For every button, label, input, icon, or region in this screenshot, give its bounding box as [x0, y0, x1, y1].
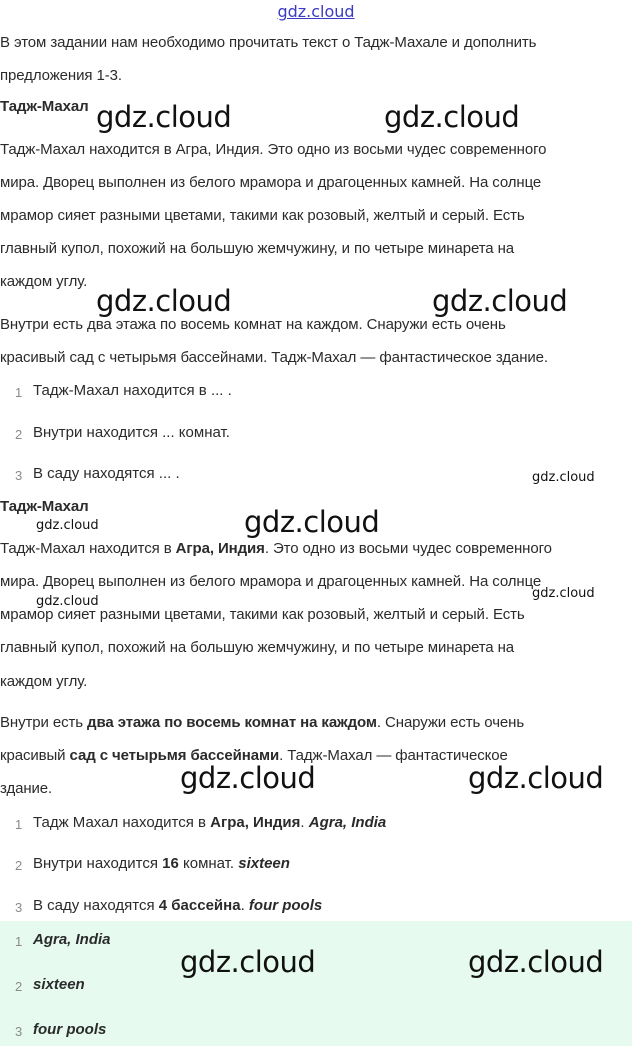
answer-item: Тадж Махал находится в Агра, Индия. Agra, India: [33, 814, 387, 831]
text-line: мрамор сияет разными цветами, такими как розовый, желтый и серый. Есть: [0, 207, 525, 224]
text-line: красивый сад с четырьмя бассейнами. Тадж-Махал — фантастическое: [0, 747, 508, 764]
task-item: Внутри находится ... комнат.: [33, 424, 230, 441]
text-line: мрамор сияет разными цветами, такими как розовый, желтый и серый. Есть: [0, 606, 525, 623]
watermark: gdz.cloud: [36, 518, 99, 533]
watermark: gdz.cloud: [532, 586, 595, 601]
list-number: 2: [15, 427, 23, 442]
short-answer: Agra, India: [33, 931, 111, 948]
watermark: gdz.cloud: [180, 945, 316, 979]
watermark: gdz.cloud: [532, 470, 595, 485]
short-answer: sixteen: [33, 976, 85, 993]
watermark: gdz.cloud: [244, 505, 380, 539]
watermark: gdz.cloud: [36, 594, 99, 609]
task-item: Тадж-Махал находится в ... .: [33, 382, 232, 399]
answer-item: В саду находятся 4 бассейна. four pools: [33, 897, 323, 914]
list-number: 3: [15, 468, 23, 483]
text-title: Тадж-Махал: [0, 98, 89, 115]
text-line: Внутри есть два этажа по восемь комнат на каждом. Снаружи есть очень: [0, 714, 525, 731]
site-watermark-link[interactable]: gdz.cloud: [277, 2, 355, 21]
text-line: каждом углу.: [0, 273, 88, 290]
answer-item: Внутри находится 16 комнат. sixteen: [33, 855, 290, 872]
text-line: Тадж-Махал находится в Агра, Индия. Это одно из восьми чудес современного: [0, 141, 547, 158]
text-line: мира. Дворец выполнен из белого мрамора и драгоценных камней. На солнце: [0, 174, 542, 191]
short-answer: four pools: [33, 1021, 107, 1038]
text-line: красивый сад с четырьмя бассейнами. Тадж-Махал — фантастическое здание.: [0, 349, 548, 366]
intro-line: предложения 1-3.: [0, 67, 122, 84]
list-number: 1: [15, 934, 23, 949]
list-number: 1: [15, 817, 23, 832]
watermark: gdz.cloud: [384, 100, 520, 134]
text-line: главный купол, похожий на большую жемчужину, и по четыре минарета на: [0, 639, 515, 656]
text-line: мира. Дворец выполнен из белого мрамора и драгоценных камней. На солнце: [0, 573, 542, 590]
watermark: gdz.cloud: [468, 945, 604, 979]
watermark: gdz.cloud: [180, 761, 316, 795]
intro-line: В этом задании нам необходимо прочитать текст о Тадж-Махале и дополнить: [0, 34, 537, 51]
watermark: gdz.cloud: [96, 100, 232, 134]
list-number: 2: [15, 858, 23, 873]
list-number: 3: [15, 900, 23, 915]
list-number: 2: [15, 979, 23, 994]
text-line: здание.: [0, 780, 53, 797]
text-title: Тадж-Махал: [0, 498, 89, 515]
text-line: каждом углу.: [0, 673, 88, 690]
watermark: gdz.cloud: [468, 761, 604, 795]
watermark: gdz.cloud: [96, 284, 232, 318]
watermark: gdz.cloud: [432, 284, 568, 318]
list-number: 3: [15, 1024, 23, 1039]
task-item: В саду находятся ... .: [33, 465, 180, 482]
list-number: 1: [15, 385, 23, 400]
text-line: главный купол, похожий на большую жемчужину, и по четыре минарета на: [0, 240, 515, 257]
text-line: Тадж-Махал находится в Агра, Индия. Это одно из восьми чудес современного: [0, 540, 552, 557]
text-line: Внутри есть два этажа по восемь комнат на каждом. Снаружи есть очень: [0, 316, 506, 333]
